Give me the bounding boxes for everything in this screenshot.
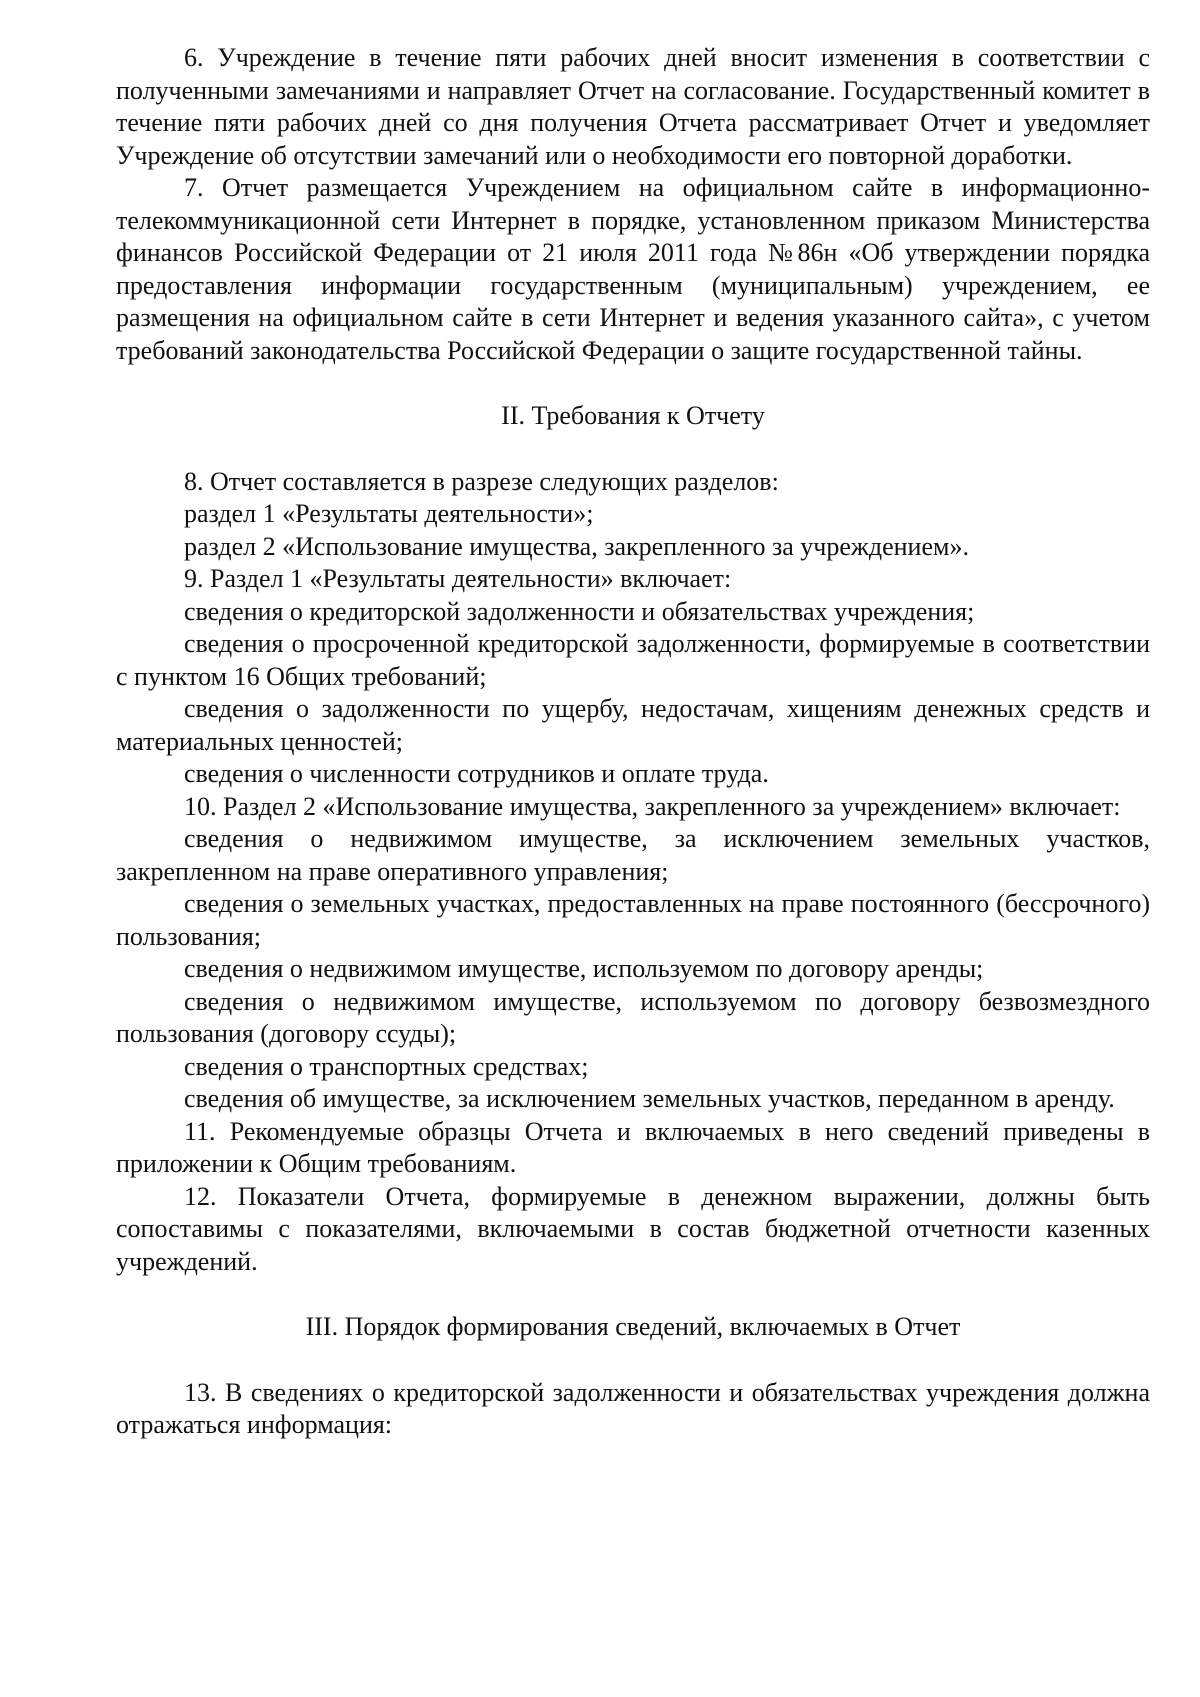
list-item: раздел 1 «Результаты деятельности»; xyxy=(184,499,594,528)
list-item: сведения о просроченной кредиторской задолженности, формируемые в соответствии с пунктом 16 Общих требований; xyxy=(116,629,1150,691)
list-item: сведения о недвижимом имуществе, используемом по договору аренды; xyxy=(184,954,984,983)
list-item: сведения о численности сотрудников и оплате труда. xyxy=(184,759,769,788)
paragraph-9: 9. Раздел 1 «Результаты деятельности» включает: xyxy=(184,564,732,593)
list-item: раздел 2 «Использование имущества, закрепленного за учреждением». xyxy=(184,531,969,561)
list-item: сведения о недвижимом имуществе, за исключением земельных участков, закрепленном на праве оперативного управления; xyxy=(116,824,1150,886)
list-item: сведения об имуществе, за исключением земельных участков, переданном в аренду. xyxy=(184,1084,1115,1113)
document-page xyxy=(116,42,1150,1442)
section-3-heading: III. Порядок формирования сведений, включаемых в Отчет xyxy=(305,1312,961,1341)
list-item: сведения о транспортных средствах; xyxy=(184,1051,589,1081)
list-item: сведения о кредиторской задолженности и обязательствах учреждения; xyxy=(184,596,975,626)
paragraph-13: 13. В сведениях о кредиторской задолженности и обязательствах учреждения должна отражаться информация: xyxy=(116,1377,1150,1439)
paragraph-10: 10. Раздел 2 «Использование имущества, закрепленного за учреждением» включает: xyxy=(184,791,1121,821)
list-item: сведения о задолженности по ущербу, недостачам, хищениям денежных средств и материальных ценностей; xyxy=(116,694,1150,756)
list-item: сведения о земельных участках, предоставленных на праве постоянного (бессрочного) пользования; xyxy=(116,889,1150,951)
paragraph-11: 11. Рекомендуемые образцы Отчета и включаемых в него сведений приведены в приложении к Общим требованиям. xyxy=(116,1116,1150,1178)
section-2-heading: II. Требования к Отчету xyxy=(501,401,765,430)
paragraph-12: 12. Показатели Отчета, формируемые в денежном выражении, должны быть сопоставимы с показателями, включаемыми в состав бюджетной отчетности казенных учреждений. xyxy=(116,1181,1150,1276)
paragraph-8: 8. Отчет составляется в разрезе следующих разделов: xyxy=(184,466,779,496)
list-item: сведения о недвижимом имуществе, используемом по договору безвозмездного пользования (договору ссуды); xyxy=(116,986,1150,1048)
paragraph-6: 6. Учреждение в течение пяти рабочих дней вносит изменения в соответствии с полученными замечаниями и направляет Отчет на согласование. Государственный комитет в течение пяти рабочих дней со дня получения Отчета рассматривает Отчет и уведомляет Учреждение об отсутствии замечаний или о необходимости его повторной доработки. xyxy=(116,43,1150,170)
paragraph-7: 7. Отчет размещается Учреждением на официальном сайте в информационно-телекоммуникационной сети Интернет в порядке, установленном приказом Министерства финансов Российской Федерации от 21 июля 2011 года №86н «Об утверждении порядка предоставления информации государственным (муниципальным) учреждением, ее размещения на официальном сайте в сети Интернет и ведения указанного сайта», с учетом требований законодательства Российской Федерации о защите государственной тайны. xyxy=(116,173,1150,365)
